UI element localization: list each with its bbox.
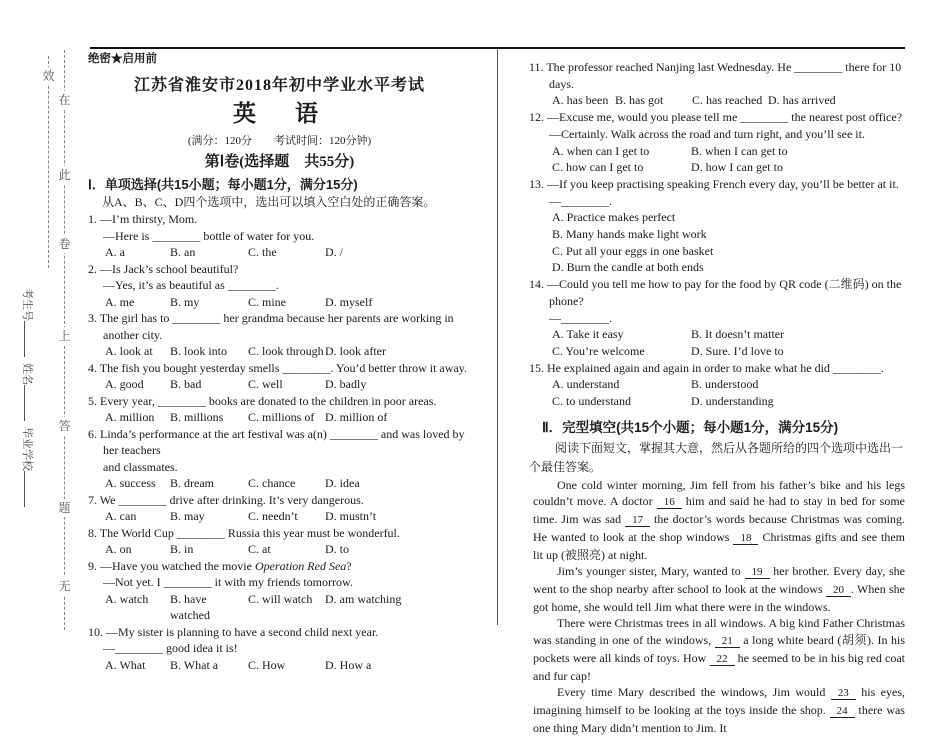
option: A. can	[105, 509, 137, 523]
question-line: 6. Linda’s performance at the art festival was a(n) ________ and was loved by her teachers	[88, 426, 465, 457]
option: D. to	[325, 542, 349, 556]
column-divider	[497, 49, 498, 625]
question-line: 10. —My sister is planning to have a second child next year.	[88, 624, 379, 639]
part1-title: 第Ⅰ卷(选择题 共55分)	[204, 154, 355, 170]
option: D. Burn the candle at both ends	[552, 260, 704, 275]
section1-instruction: 从A、B、C、D四个选项中，选出可以填入空白处的正确答案。	[102, 195, 436, 209]
field-underline	[24, 321, 36, 357]
option: C. You’re welcome	[552, 343, 645, 358]
option-row	[529, 259, 905, 276]
exam-title: 江苏省淮安市2018年初中学业水平考试	[133, 77, 425, 94]
option: C. How	[248, 657, 286, 672]
option: B. What a	[170, 657, 219, 672]
option: C. well	[248, 377, 283, 391]
option: A. What	[105, 657, 146, 672]
cloze-paragraph: One cold winter morning, Jim fell from his father’s bike and his legs couldn’t move. A doctor 16 him and said he had to stay in bed for some time. Jim was sad 17 the doctor’s words because Christmas was coming. He wanted to look at the shop windows 18 Christmas gifts and see them lit up (被照亮) at night.	[533, 477, 905, 562]
option: D. million of	[325, 410, 388, 424]
option: C. millions of	[248, 410, 315, 424]
question-line: 14. —Could you tell me how to pay for the food by QR code (二维码) on the phone?	[529, 277, 902, 308]
option: D. /	[325, 245, 343, 259]
score-info: (满分：120分 考试时间：120分钟)	[187, 135, 372, 147]
cloze-blank: 17	[625, 514, 650, 527]
cloze-paragraph: Jim’s younger sister, Mary, wanted to 19 her brother. Every day, she went to the shop nearby after school to look at the windows 20 . When she got home, she would tell Jim what there were in the windows.	[533, 564, 905, 614]
option: A. when can I get to	[552, 143, 650, 158]
section1-heading: Ⅰ．单项选择(共15小题；每小题1分，满分15分)	[88, 177, 358, 192]
option-row	[88, 343, 471, 360]
option-row	[88, 294, 471, 311]
option: D. idea	[325, 476, 360, 490]
field-label: 考生号	[21, 288, 33, 321]
option: C. needn’t	[248, 509, 298, 523]
cloze-paragraph: There were Christmas trees in all windows. A big kind Father Christmas was standing in one of the windows, 21 a long white beard (胡须). In his pockets were all kinds of toys. How 22 he seemed to be in his big red coat and fur cap!	[533, 616, 906, 683]
option-row	[529, 209, 905, 226]
option: C. mine	[248, 294, 286, 309]
question-13	[529, 176, 905, 276]
question-line: —Certainly. Walk across the road and turn right, and you’ll see it.	[549, 126, 865, 141]
question-8	[88, 525, 471, 558]
option: C. how can I get to	[552, 160, 644, 175]
questions-11-15	[529, 59, 905, 410]
question-4	[88, 360, 471, 393]
cloze-blank: 18	[733, 532, 758, 545]
student-info-labels	[20, 282, 36, 582]
question-line: 13. —If you keep practising speaking French every day, you’ll be better at it.	[529, 176, 899, 191]
option: A. good	[105, 377, 144, 391]
option: D. myself	[325, 294, 373, 309]
cloze-blank: 16	[657, 496, 682, 509]
option-row	[529, 143, 905, 160]
question-line: —Not yet. I ________ it with my friends tomorrow.	[103, 575, 353, 589]
question-line: —________ good idea it is!	[103, 641, 238, 655]
option: C. the	[248, 245, 277, 259]
question-line: 7. We ________ drive after drinking. It’s very dangerous.	[88, 492, 364, 507]
left-column	[88, 52, 471, 673]
question-line: 5. Every year, ________ books are donated to the children in poor areas.	[88, 393, 437, 408]
seal-line-left	[48, 56, 49, 268]
question-line: 15. He explained again and again in order to make what he did ________.	[529, 360, 884, 375]
option: B. has got	[615, 93, 664, 108]
option: B. understood	[691, 377, 759, 392]
field-underline	[24, 471, 36, 507]
question-10	[88, 624, 471, 674]
question-line: 1. —I’m thirsty, Mom.	[88, 212, 198, 226]
option: B. dream	[170, 476, 214, 490]
student-info-strip	[21, 282, 52, 582]
seal-char: 效	[42, 69, 55, 83]
question-line: 8. The World Cup ________ Russia this year must be wonderful.	[88, 525, 400, 540]
option: C. to understand	[552, 394, 631, 409]
cloze-blank: 19	[745, 566, 770, 579]
option: A. on	[105, 542, 132, 556]
question-line: 3. The girl has to ________ her grandma because her parents are working in another city.	[88, 311, 454, 342]
field-label: 毕业学校	[21, 427, 33, 471]
option-row	[529, 343, 905, 360]
option: D. understanding	[691, 394, 774, 409]
option: D. badly	[325, 377, 367, 391]
option: B. It doesn’t matter	[691, 327, 785, 342]
option: B. look into	[170, 344, 228, 358]
option-row	[529, 326, 905, 343]
option: B. in	[170, 542, 194, 556]
option: C. Put all your eggs in one basket	[552, 243, 714, 258]
field-underline	[24, 385, 36, 421]
option: A. success	[105, 476, 156, 490]
option: B. when I can get to	[691, 143, 788, 158]
question-1	[88, 211, 471, 261]
option-row	[88, 376, 471, 393]
seal-char: 卷	[58, 237, 71, 251]
option: B. an	[170, 245, 196, 259]
question-3	[88, 310, 471, 360]
cloze-paragraph: Every time Mary described the windows, Jim would 23 his eyes, imagining himself to be looking at the toys inside the shop. 24 there was one thing Mary didn’t mention to Jim. It	[533, 685, 905, 735]
question-line: and classmates.	[103, 459, 178, 474]
question-line: 11. The professor reached Nanjing last Wednesday. He ________ there for 10 days.	[529, 60, 902, 91]
question-6	[88, 426, 471, 492]
option: C. chance	[248, 476, 296, 490]
question-9	[88, 558, 471, 624]
field-label: 姓名	[21, 363, 33, 385]
option: D. How a	[325, 657, 372, 672]
option: A. Practice makes perfect	[552, 210, 676, 225]
option-row	[529, 226, 905, 243]
questions-1-10	[88, 211, 471, 673]
option: B. bad	[170, 377, 202, 391]
question-14	[529, 276, 905, 360]
option: B. my	[170, 294, 200, 309]
option: D. Sure. I’d love to	[691, 343, 784, 358]
cloze-blank: 24	[830, 705, 855, 718]
option-row	[88, 508, 471, 525]
seal-char: 无	[58, 579, 71, 593]
seal-char: 题	[58, 501, 71, 515]
question-line: —Here is ________ bottle of water for you.	[103, 228, 315, 243]
seal-char: 上	[58, 329, 71, 343]
option: A. a	[105, 245, 125, 259]
option: A. Take it easy	[552, 327, 624, 342]
cloze-blank: 22	[710, 653, 735, 666]
option-row	[529, 92, 905, 109]
option: D. mustn’t	[325, 509, 377, 523]
question-line: —________.	[549, 193, 612, 208]
option-row	[529, 243, 905, 260]
option: A. million	[105, 410, 155, 424]
option-row	[529, 159, 905, 176]
option: A. has been	[552, 93, 609, 108]
cloze-passage	[529, 477, 905, 736]
option-row	[88, 475, 471, 492]
section2-instruction: 阅读下面短文，掌握其大意，然后从各题所给的四个选项中选出一个最佳答案。	[529, 440, 904, 474]
option: D. am watching	[325, 591, 402, 606]
question-line: 9. —Have you watched the movie Operation Red Sea?	[88, 558, 352, 573]
option-row	[529, 376, 905, 393]
seal-char: 答	[58, 419, 71, 433]
option: A. watch	[105, 591, 149, 606]
option: B. Many hands make light work	[552, 227, 707, 242]
option: A. me	[105, 294, 135, 309]
right-column	[529, 59, 905, 736]
option: A. understand	[552, 377, 620, 392]
question-15	[529, 360, 905, 410]
question-11	[529, 59, 905, 109]
option: D. has arrived	[768, 93, 836, 108]
option-row	[88, 591, 471, 624]
question-line: 12. —Excuse me, would you please tell me ________ the nearest post office?	[529, 110, 903, 125]
option-row	[88, 541, 471, 558]
question-5	[88, 393, 471, 426]
option: D. how I can get to	[691, 160, 783, 175]
question-12	[529, 109, 905, 176]
option: C. at	[248, 542, 271, 556]
question-line: —Yes, it’s as beautiful as ________.	[103, 278, 279, 292]
option-row	[88, 409, 471, 426]
option: B. millions	[170, 410, 224, 424]
question-line: 2. —Is Jack’s school beautiful?	[88, 261, 239, 276]
option: C. has reached	[692, 93, 763, 108]
question-2	[88, 261, 471, 311]
cloze-blank: 21	[715, 635, 740, 648]
question-line: 4. The fish you bought yesterday smells ________. You’d better throw it away.	[88, 360, 467, 375]
section2-heading: Ⅱ．完型填空(共15个小题；每小题1分，满分15分)	[542, 419, 839, 435]
option: B. may	[170, 509, 205, 523]
seal-char: 在	[58, 93, 71, 107]
option: D. look after	[325, 344, 386, 358]
option: C. look through	[248, 344, 324, 358]
option: C. will watch	[248, 591, 313, 606]
option: A. look at	[105, 344, 153, 358]
subject-title: 英 语	[233, 101, 326, 126]
cloze-blank: 20	[826, 584, 851, 597]
question-7	[88, 492, 471, 525]
security-notice: 绝密★启用前	[88, 53, 157, 65]
seal-char: 此	[58, 168, 71, 182]
option-row	[529, 393, 905, 410]
cloze-blank: 23	[831, 687, 856, 700]
option: B. have watched	[170, 591, 210, 622]
option-row	[88, 244, 471, 261]
question-line: —________.	[549, 310, 612, 325]
